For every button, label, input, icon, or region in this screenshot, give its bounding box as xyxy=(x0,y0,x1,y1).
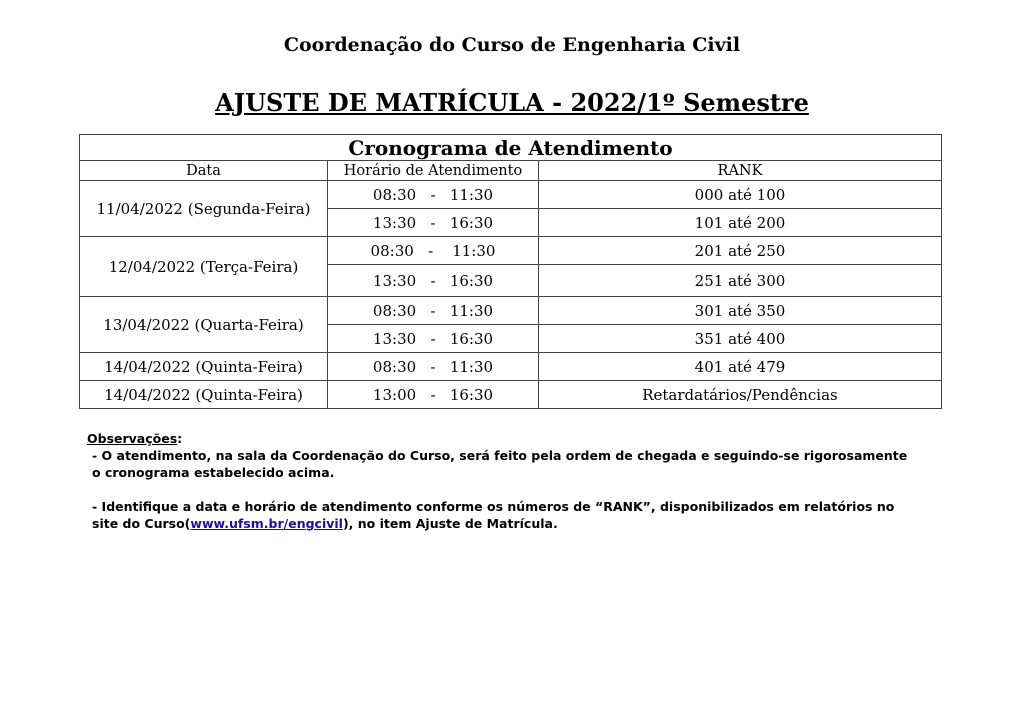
rank-cell: 351 até 400 xyxy=(539,325,942,353)
date-cell: 13/04/2022 (Quarta-Feira) xyxy=(80,297,328,353)
rank-cell: 101 até 200 xyxy=(539,209,942,237)
time-cell: 08:30 - 11:30 xyxy=(328,237,539,265)
date-cell: 11/04/2022 (Segunda-Feira) xyxy=(80,181,328,237)
date-cell: 14/04/2022 (Quinta-Feira) xyxy=(80,353,328,381)
table-row xyxy=(80,353,942,381)
column-header-time: Horário de Atendimento xyxy=(328,161,539,181)
time-cell: 13:30 - 16:30 xyxy=(328,265,539,297)
observation-item-2 xyxy=(92,498,917,532)
rank-cell: 201 até 250 xyxy=(539,237,942,265)
table-row xyxy=(80,237,942,265)
observations-label: Observações xyxy=(87,431,178,446)
time-cell: 08:30 - 11:30 xyxy=(328,181,539,209)
time-cell: 13:30 - 16:30 xyxy=(328,325,539,353)
rank-cell: 301 até 350 xyxy=(539,297,942,325)
time-cell: 08:30 - 11:30 xyxy=(328,297,539,325)
table-caption: Cronograma de Atendimento xyxy=(80,135,942,161)
rank-cell: 401 até 479 xyxy=(539,353,942,381)
date-cell: 14/04/2022 (Quinta-Feira) xyxy=(80,381,328,409)
page-title: AJUSTE DE MATRÍCULA - 2022/1º Semestre xyxy=(215,88,809,117)
column-header-rank: RANK xyxy=(539,161,942,181)
course-coordination-header: Coordenação do Curso de Engenharia Civil xyxy=(283,34,741,56)
observation-item-1: - O atendimento, na sala da Coordenação do Curso, será feito pela ordem de chegada e seguindo-se rigorosamente o cronograma estabelecido acima. xyxy=(92,448,908,480)
spacer xyxy=(87,481,917,498)
table-row xyxy=(80,297,942,325)
time-cell: 13:30 - 16:30 xyxy=(328,209,539,237)
schedule-table xyxy=(79,134,942,409)
observations-colon: : xyxy=(177,431,183,446)
rank-cell: 000 até 100 xyxy=(539,181,942,209)
table-row xyxy=(80,381,942,409)
observation-item-2-tail: ), no item Ajuste de Matrícula. xyxy=(342,516,558,531)
observations-heading xyxy=(87,430,917,447)
observation-item-2-text: - Identifique a data e horário de atendimento conforme os números de “RANK”, disponibilizados em relatórios no site do Curso( xyxy=(92,499,895,531)
time-cell: 08:30 - 11:30 xyxy=(328,353,539,381)
date-cell: 12/04/2022 (Terça-Feira) xyxy=(80,237,328,297)
column-header-date: Data xyxy=(80,161,328,181)
time-cell: 13:00 - 16:30 xyxy=(328,381,539,409)
rank-cell: Retardatários/Pendências xyxy=(539,381,942,409)
rank-cell: 251 até 300 xyxy=(539,265,942,297)
table-row xyxy=(80,181,942,209)
observations-section xyxy=(87,430,917,532)
course-site-link[interactable]: www.ufsm.br/engcivil xyxy=(190,516,343,531)
